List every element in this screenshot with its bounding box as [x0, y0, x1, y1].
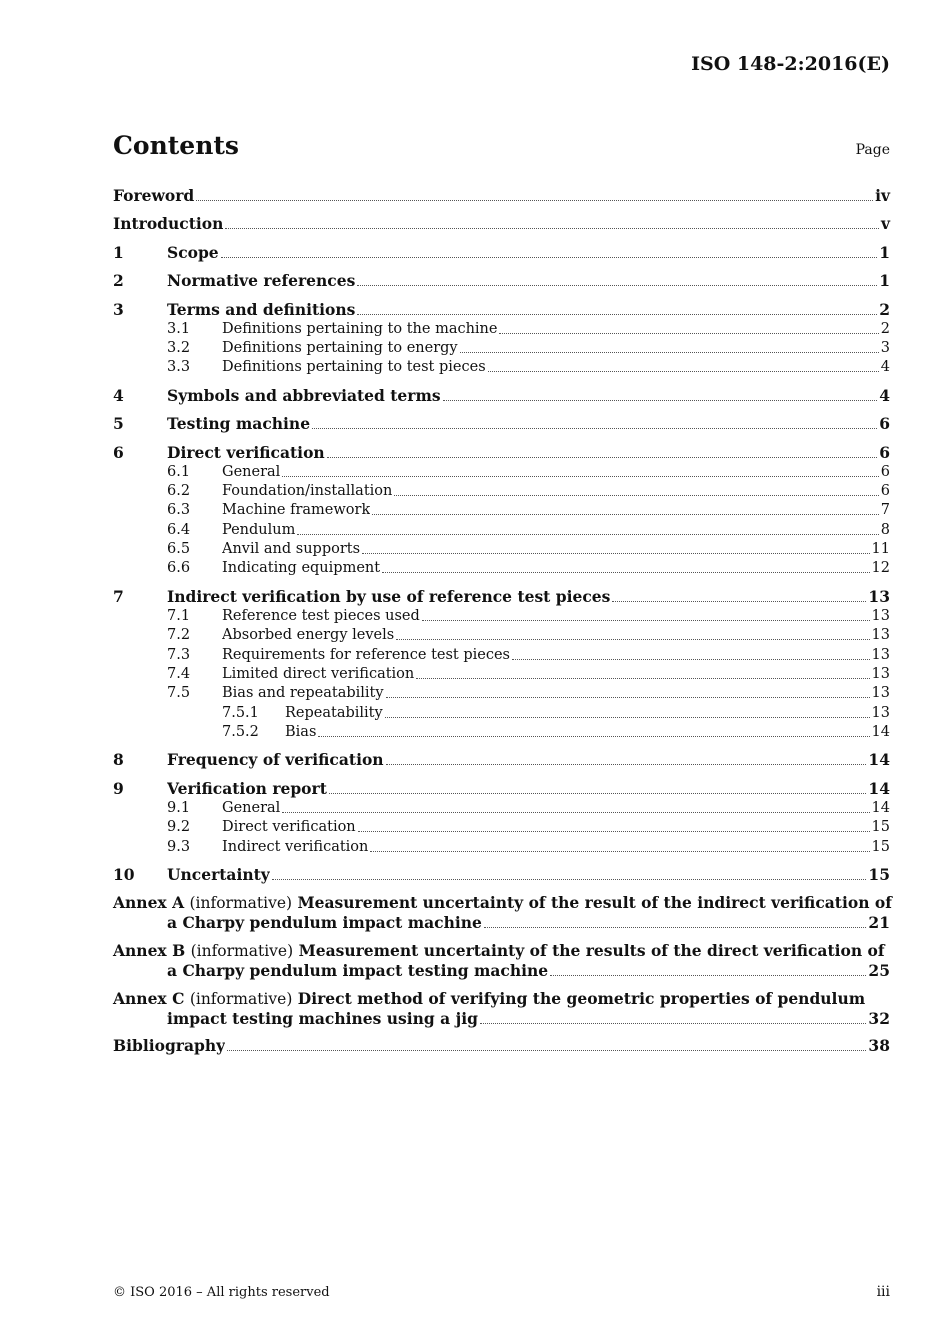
toc-entry-number: 3 — [113, 300, 124, 319]
toc-entry-title: Repeatability — [285, 705, 383, 721]
toc-entry-title: Bibliography — [113, 1036, 226, 1055]
dot-leader — [484, 927, 867, 928]
toc-entry-7-5-1[interactable] — [113, 703, 890, 723]
toc-entry-page: 2 — [880, 321, 890, 337]
toc-entry-title: Reference test pieces used — [222, 608, 420, 624]
toc-entry-page: 14 — [871, 724, 890, 740]
toc-entry-9-2[interactable] — [113, 817, 890, 837]
toc-entry-number: 3.1 — [167, 321, 191, 337]
toc-entry-number: 7.1 — [167, 608, 191, 624]
toc-entry-7-5[interactable] — [113, 683, 890, 703]
toc-entry-7-2[interactable] — [113, 625, 890, 645]
toc-entry-page: 13 — [871, 647, 890, 663]
toc-entry-title: Pendulum — [222, 522, 296, 538]
toc-entry-title: Uncertainty — [167, 865, 270, 884]
toc-entry-page: 14 — [871, 800, 890, 816]
annex-label: Annex A — [113, 893, 185, 912]
toc-entry-foreword[interactable] — [113, 186, 890, 206]
dot-leader — [358, 831, 870, 832]
toc-entry-number: 10 — [113, 865, 135, 884]
dot-leader — [225, 228, 879, 229]
toc-entry-number: 7.2 — [167, 627, 191, 643]
toc-entry-title: Direct verification — [222, 819, 356, 835]
dot-leader — [357, 314, 877, 315]
toc-entry-title: Indirect verification — [222, 839, 369, 855]
toc-entry-number: 4 — [113, 386, 124, 405]
toc-entry-page: iv — [875, 186, 890, 205]
annex-type: (informative) — [189, 894, 293, 912]
toc-entry-7-5-2[interactable] — [113, 722, 890, 742]
toc-entry-page: 1 — [879, 271, 890, 290]
toc-entry-number: 9.1 — [167, 800, 191, 816]
toc-entry-number: 7 — [113, 587, 124, 606]
toc-entry-page: 8 — [880, 522, 890, 538]
toc-entry-page: 6 — [879, 443, 890, 462]
toc-entry-number: 9.2 — [167, 819, 191, 835]
toc-entry-title: Foundation/installation — [222, 483, 393, 499]
toc-entry-page: 38 — [868, 1036, 890, 1055]
dot-leader — [282, 476, 878, 477]
toc-entry-6-6[interactable] — [113, 558, 890, 578]
toc-entry-title: Limited direct verification — [222, 666, 415, 682]
toc-entry-page: 21 — [868, 913, 890, 932]
annex-label: Annex C — [113, 989, 185, 1008]
annex-type: (informative) — [190, 942, 294, 960]
toc-entry-title: Normative references — [167, 271, 356, 290]
toc-entry-number: 3.3 — [167, 359, 191, 375]
toc-entry-page: 12 — [871, 560, 890, 576]
annex-label: Annex B — [113, 941, 186, 960]
toc-entry-number: 9 — [113, 779, 124, 798]
toc-entry-page: 13 — [868, 587, 890, 606]
annex-title-line1: Measurement uncertainty of the result of the indirect verification of — [297, 893, 892, 912]
toc-entry-page: 13 — [871, 685, 890, 701]
toc-entry-page: 13 — [871, 627, 890, 643]
toc-entry-page: 25 — [868, 961, 890, 980]
dot-leader — [221, 257, 878, 258]
dot-leader — [499, 333, 878, 334]
toc-entry-title: Introduction — [113, 214, 224, 233]
dot-leader — [372, 514, 879, 515]
contents-title: Contents — [113, 131, 240, 160]
toc-entry-title: Definitions pertaining to test pieces — [222, 359, 486, 375]
toc-entry-7-3[interactable] — [113, 645, 890, 665]
toc-entry-6-3[interactable] — [113, 500, 890, 520]
toc-entry-number: 6.5 — [167, 541, 191, 557]
toc-entry-introduction[interactable] — [113, 214, 890, 234]
dot-leader — [227, 1050, 866, 1051]
dot-leader — [550, 975, 866, 976]
dot-leader — [460, 352, 879, 353]
toc-entry-title: Direct verification — [167, 443, 325, 462]
toc-entry-direct-verification[interactable] — [113, 443, 890, 463]
toc-entry-number: 7.3 — [167, 647, 191, 663]
dot-leader — [196, 200, 873, 201]
toc-entry-number: 8 — [113, 750, 124, 769]
toc-entry-page: 6 — [880, 483, 890, 499]
toc-entry-number: 5 — [113, 414, 124, 433]
annex-title-line2: a Charpy pendulum impact machine — [167, 913, 482, 932]
annex-title-line1: Direct method of verifying the geometric properties of pendulum — [297, 989, 866, 1008]
toc-entry-page: 2 — [879, 300, 890, 319]
toc-entry-frequency-of-verification[interactable] — [113, 750, 890, 770]
toc-entry-page: 3 — [880, 340, 890, 356]
dot-leader — [512, 659, 870, 660]
dot-leader — [396, 639, 869, 640]
dot-leader — [394, 495, 878, 496]
toc-entry-3-1[interactable] — [113, 319, 890, 339]
toc-entry-title: Machine framework — [222, 502, 371, 518]
dot-leader — [312, 428, 877, 429]
toc-entry-title: Indirect verification by use of reference test pieces — [167, 587, 611, 606]
dot-leader — [443, 400, 878, 401]
toc-entry-6-5[interactable] — [113, 539, 890, 559]
toc-entry-page: 1 — [879, 243, 890, 262]
toc-entry-title: General — [222, 800, 281, 816]
footer-copyright: © ISO 2016 – All rights reserved — [113, 1285, 330, 1300]
dot-leader — [612, 601, 866, 602]
toc-entry-page: 14 — [868, 750, 890, 769]
toc-entry-number: 6 — [113, 443, 124, 462]
toc-entry-indirect-verification[interactable] — [113, 587, 890, 607]
annex-title-line2: a Charpy pendulum impact testing machine — [167, 961, 549, 980]
toc-entry-verification-report[interactable] — [113, 779, 890, 799]
dot-leader — [416, 678, 869, 679]
document-id: ISO 148-2:2016(E) — [691, 53, 890, 75]
annex-type: (informative) — [189, 990, 293, 1008]
toc-entry-title: Frequency of verification — [167, 750, 384, 769]
toc-entry-number: 1 — [113, 243, 124, 262]
dot-leader — [362, 553, 870, 554]
toc-entry-title: Indicating equipment — [222, 560, 381, 576]
dot-leader — [385, 717, 870, 718]
toc-entry-page: 11 — [871, 541, 890, 557]
dot-leader — [327, 457, 878, 458]
toc-entry-page: 7 — [880, 502, 890, 518]
toc-entry-page: 6 — [880, 464, 890, 480]
toc-entry-page: 13 — [871, 608, 890, 624]
toc-entry-title: Scope — [167, 243, 219, 262]
footer-page-number: iii — [876, 1284, 890, 1300]
annex-title-line2: impact testing machines using a jig — [167, 1009, 478, 1028]
toc-entry-number: 6.2 — [167, 483, 191, 499]
dot-leader — [357, 285, 877, 286]
toc-entry-3-2[interactable] — [113, 338, 890, 358]
toc-entry-scope[interactable] — [113, 243, 890, 263]
toc-entry-number: 6.1 — [167, 464, 191, 480]
toc-entry-page: 4 — [880, 359, 890, 375]
dot-leader — [386, 764, 867, 765]
toc-entry-title: Anvil and supports — [222, 541, 361, 557]
page-column-label: Page — [855, 142, 890, 158]
toc-entry-annex-a[interactable] — [113, 893, 890, 933]
toc-entry-number: 6.6 — [167, 560, 191, 576]
dot-leader — [329, 793, 867, 794]
toc-entry-number: 6.4 — [167, 522, 191, 538]
toc-entry-title: Absorbed energy levels — [222, 627, 395, 643]
annex-title-line1: Measurement uncertainty of the results of the direct verification of — [298, 941, 885, 960]
toc-entry-title: Bias and repeatability — [222, 685, 384, 701]
toc-entry-6-1[interactable] — [113, 462, 890, 482]
dot-leader — [297, 534, 878, 535]
toc-entry-9-1[interactable] — [113, 798, 890, 818]
toc-entry-terms-and-definitions[interactable] — [113, 300, 890, 320]
toc-entry-title: Verification report — [167, 779, 327, 798]
toc-entry-page: 4 — [879, 386, 890, 405]
dot-leader — [318, 736, 869, 737]
toc-entry-page: 13 — [871, 666, 890, 682]
toc-entry-number: 7.5.2 — [222, 724, 259, 740]
dot-leader — [422, 620, 870, 621]
toc-entry-testing-machine[interactable] — [113, 414, 890, 434]
toc-entry-annex-b[interactable] — [113, 941, 890, 981]
toc-entry-normative-references[interactable] — [113, 271, 890, 291]
dot-leader — [480, 1023, 867, 1024]
toc-entry-6-4[interactable] — [113, 520, 890, 540]
toc-entry-page: 32 — [868, 1009, 890, 1028]
toc-entry-title: Requirements for reference test pieces — [222, 647, 511, 663]
toc-entry-bibliography[interactable] — [113, 1036, 890, 1056]
toc-entry-number: 2 — [113, 271, 124, 290]
dot-leader — [282, 812, 869, 813]
toc-entry-page: 13 — [871, 705, 890, 721]
dot-leader — [382, 572, 869, 573]
toc-entry-number: 6.3 — [167, 502, 191, 518]
toc-entry-title: General — [222, 464, 281, 480]
toc-entry-9-3[interactable] — [113, 837, 890, 857]
toc-entry-title: Testing machine — [167, 414, 311, 433]
toc-entry-title: Foreword — [113, 186, 195, 205]
toc-entry-title: Bias — [285, 724, 317, 740]
toc-entry-page: 15 — [871, 819, 890, 835]
toc-entry-6-2[interactable] — [113, 481, 890, 501]
dot-leader — [272, 879, 867, 880]
toc-entry-3-3[interactable] — [113, 357, 890, 377]
toc-entry-title: Definitions pertaining to the machine — [222, 321, 498, 337]
dot-leader — [370, 851, 869, 852]
toc-entry-7-1[interactable] — [113, 606, 890, 626]
toc-entry-page: 15 — [868, 865, 890, 884]
toc-entry-number: 3.2 — [167, 340, 191, 356]
toc-entry-annex-c[interactable] — [113, 989, 890, 1029]
toc-entry-number: 7.4 — [167, 666, 191, 682]
toc-entry-title: Definitions pertaining to energy — [222, 340, 458, 356]
dot-leader — [386, 697, 870, 698]
toc-entry-page: 15 — [871, 839, 890, 855]
toc-entry-number: 7.5.1 — [222, 705, 259, 721]
toc-entry-symbols[interactable] — [113, 386, 890, 406]
toc-entry-7-4[interactable] — [113, 664, 890, 684]
toc-entry-page: v — [880, 214, 890, 233]
toc-entry-page: 14 — [868, 779, 890, 798]
toc-entry-number: 7.5 — [167, 685, 191, 701]
toc-entry-number: 9.3 — [167, 839, 191, 855]
toc-entry-title: Symbols and abbreviated terms — [167, 386, 441, 405]
toc-entry-uncertainty[interactable] — [113, 865, 890, 885]
toc-entry-title: Terms and definitions — [167, 300, 356, 319]
dot-leader — [488, 371, 879, 372]
toc-entry-page: 6 — [879, 414, 890, 433]
